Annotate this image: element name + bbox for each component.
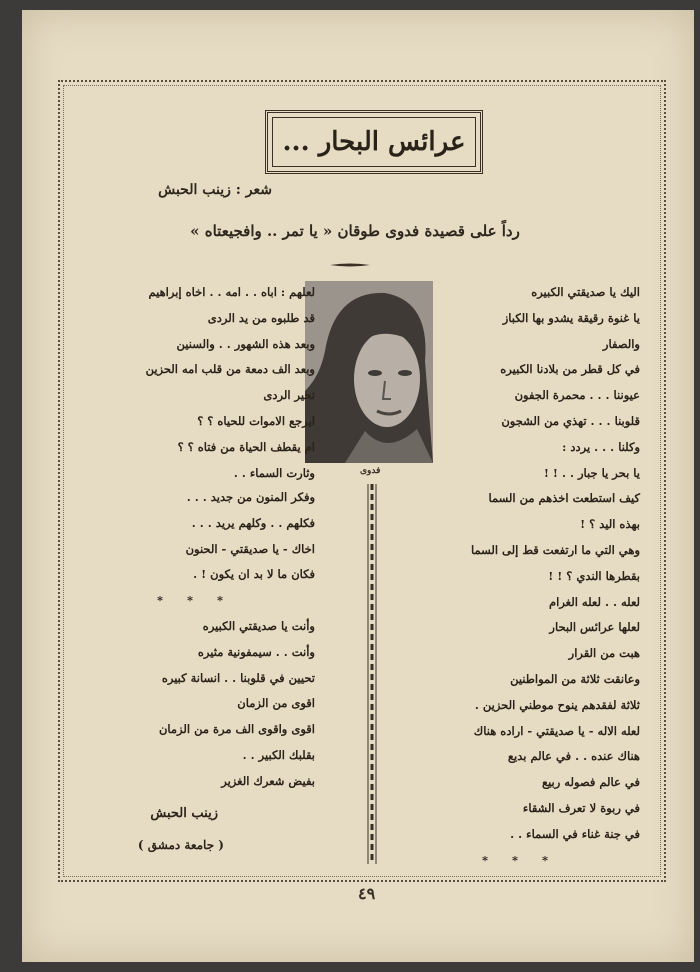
verse-line: عيوننا . . . محمرة الجفون xyxy=(514,388,640,403)
verse-line: في كل قطر من بلادنا الكبيره xyxy=(500,362,640,377)
portrait-photo xyxy=(305,281,433,463)
verse-line: بقلبك الكبير . . xyxy=(242,747,315,762)
verse-line: يا غنوة رقيقة يشدو بها الكباز xyxy=(502,310,640,325)
verse-line: يا بحر يا جبار . . ! ! xyxy=(543,465,640,480)
verse-line: فكان ما لا بد ان يكون ! . xyxy=(193,567,315,582)
page-number: ٤٩ xyxy=(358,884,376,903)
verse-line: لعله الاله - يا صديقتي - اراده هناك xyxy=(473,723,640,738)
author-affiliation: ( جامعة دمشق ) xyxy=(137,838,224,852)
verse-line: اقوى من الزمان xyxy=(237,696,315,711)
poet-credit: شعر : زينب الحبش xyxy=(158,182,272,198)
verse-line: وفكر المنون من جديد . . . xyxy=(186,490,315,504)
ornament-divider xyxy=(330,262,370,268)
verse-line: هبت من القرار xyxy=(568,646,640,661)
verse-line: في جنة غناء في السماء . . xyxy=(510,826,640,841)
right-column xyxy=(400,280,640,873)
verse-line: وعانقت ثلاثة من المواطنين xyxy=(510,671,640,686)
column-divider xyxy=(365,484,379,864)
poem-subtitle: رداً على قصيدة فدوى طوقان « يا تمر .. وافجيعتاه » xyxy=(190,222,520,240)
verse-line: وبعد الف دمعة من قلب امه الحزين xyxy=(145,362,315,377)
verse-line: والصفار xyxy=(602,336,640,351)
verse-line: لعله . . لعله الغرام xyxy=(549,594,640,609)
verse-line: في ربوة لا تعرف الشقاء xyxy=(522,800,640,815)
verse-line: ايرجع الاموات للحياه ؟ ؟ xyxy=(197,413,315,428)
verse-line: وأنت يا صديقتي الكبيره xyxy=(202,618,315,633)
verse-line: بفيض شعرك الغزير xyxy=(221,773,315,788)
verse-line: لعلها عرائس البحار xyxy=(549,620,640,635)
portrait-image xyxy=(305,281,433,463)
title-frame xyxy=(265,110,483,174)
verse-line: اليك يا صديقتي الكبيره xyxy=(531,285,640,299)
verse-line: قد طلبوه من يد الردى xyxy=(207,310,315,325)
verse-line: وثارت السماء . . xyxy=(233,465,315,480)
left-column-top xyxy=(115,280,315,486)
left-column-bottom xyxy=(75,485,315,795)
stanza-stars: * * * xyxy=(156,593,234,608)
verse-line: لعلهم : اباه . . امه . . اخاه إبراهيم xyxy=(148,285,315,299)
verse-line: وكلنا . . . يردد : xyxy=(562,439,640,454)
verse-line: في عالم فصوله ربيع xyxy=(541,775,640,790)
author-signature: زينب الحبش xyxy=(150,806,218,821)
verse-line: قلوبنا . . . تهذي من الشجون xyxy=(501,413,640,428)
verse-line: هناك عنده . . في عالم بديع xyxy=(507,749,640,764)
verse-line: بهذه اليد ؟ ! xyxy=(580,517,640,532)
verse-line: وأنت . . سيمفونية مثيره xyxy=(197,644,315,659)
stanza-stars: * * * xyxy=(481,852,559,867)
verse-line: فكلهم . . وكلهم يريد . . . xyxy=(191,515,315,530)
photo-caption: فدوى xyxy=(360,466,381,476)
verse-line: وبعد هذه الشهور . . والسنين xyxy=(176,336,315,351)
verse-line: ام يقطف الحياة من فتاه ؟ ؟ xyxy=(177,439,315,454)
poem-title: عرائس البحار ... xyxy=(282,127,466,157)
verse-line: ثلاثة لفقدهم ينوح موطني الحزين . xyxy=(474,697,640,712)
verse-line: وهي التي ما ارتفعت قط إلى السما xyxy=(470,542,640,557)
verse-line: اقوى واقوى الف مرة من الزمان xyxy=(158,722,315,737)
verse-line: تحيين في قلوبنا . . انسانة كبيره xyxy=(161,670,315,685)
verse-line: اخاك - يا صديقتي - الحنون xyxy=(185,541,315,556)
verse-line: كيف استطعت اخذهم من السما xyxy=(488,491,640,506)
verse-line: بقطرها الندي ؟ ! ! xyxy=(548,568,640,583)
verse-line: تحير الردى xyxy=(263,388,315,403)
